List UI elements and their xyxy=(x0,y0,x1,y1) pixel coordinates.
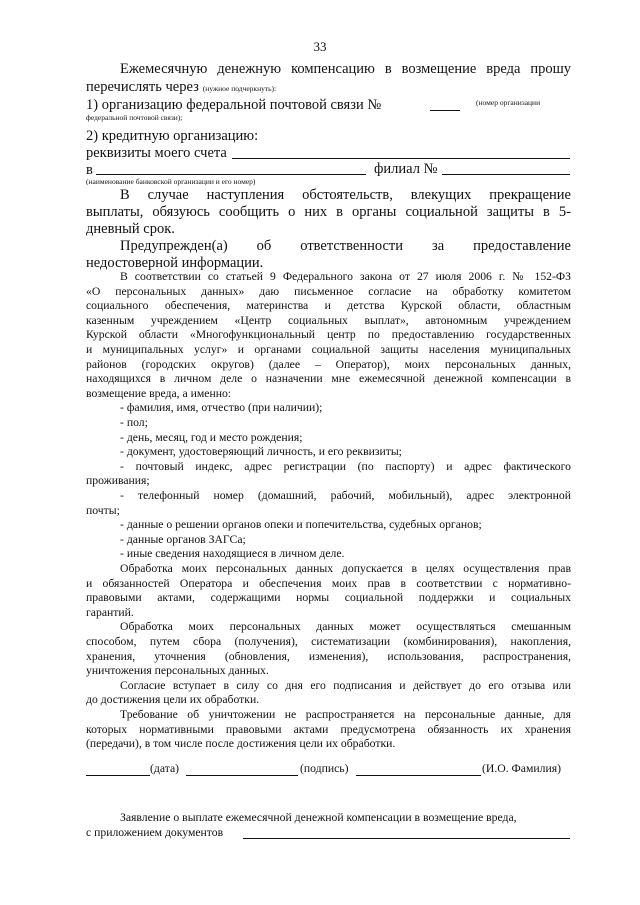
postal-note-a: (номер организации xyxy=(476,98,541,107)
underline-note: (нужное подчеркнуть): xyxy=(202,84,277,93)
methods-line: способом, путем сбора (получения), систематизации (комбинирования), накопления, xyxy=(86,635,571,648)
data-item: - данные о решении органов опеки и попечительства, судебных органов; xyxy=(120,518,482,532)
bank-prefix: в xyxy=(86,162,93,178)
purpose-line: правовыми актами, содержащими нормы социальной поддержки и социальных xyxy=(86,591,571,605)
data-item: - день, месяц, год и место рождения; xyxy=(120,430,303,444)
consent-line: казенным учреждением «Центр социальных выплат», автономным учреждением xyxy=(86,313,571,327)
consent-line: возмещение вреда, а именно: xyxy=(86,386,232,400)
consent-line: социального обеспечения, материнства и детства Курской области, областным xyxy=(86,299,571,313)
payment-request-text: перечислять через xyxy=(86,79,199,95)
attached-documents-field[interactable] xyxy=(243,838,570,839)
methods-line: Обработка моих персональных данных может осуществляться смешанным xyxy=(120,620,571,634)
payment-request-line-1: Ежемесячную денежную компенсацию в возмещение вреда прошу xyxy=(120,61,571,77)
branch-label: филиал № xyxy=(374,161,438,177)
bank-name-field[interactable] xyxy=(96,174,366,175)
option-postal: 1) организацию федеральной почтовой связи № xyxy=(86,97,382,113)
consent-line: Курской области «Многофункциональный центр по предоставлению государственных xyxy=(86,328,571,342)
purpose-line: и обязанностей Оператора и обеспечения моих прав в соответствии с нормативно- xyxy=(86,576,571,590)
consent-line: В соответствии со статьей 9 Федерального закона от 27 июля 2006 г. № 152-ФЗ xyxy=(120,270,571,283)
date-label: (дата) xyxy=(150,762,180,775)
footer-line-2: с приложением документов xyxy=(86,825,224,839)
page-number: 33 xyxy=(313,39,327,54)
consent-line: находящихся в личном деле о назначении мне ежемесячной денежной компенсации в xyxy=(86,372,571,386)
validity-line: Согласие вступает в силу со дня его подписания и действует до его отзыва или xyxy=(120,678,571,692)
obligation-line-1: В случае наступления обстоятельств, влекущих прекращение xyxy=(120,187,571,203)
methods-line: хранения, уточнения (обновления, изменения), использования, распространения, xyxy=(86,649,571,663)
data-item: - фамилия, имя, отчество (при наличии); xyxy=(120,401,323,415)
data-item: - документ, удостоверяющий личность, и его реквизиты; xyxy=(120,445,402,459)
account-field[interactable] xyxy=(232,158,570,159)
postal-number-field[interactable] xyxy=(430,110,460,111)
signature-label: (подпись) xyxy=(300,762,349,775)
purpose-line: гарантий. xyxy=(86,605,134,619)
full-name-label: (И.О. Фамилия) xyxy=(482,762,561,775)
data-item-continuation: проживания; xyxy=(86,474,150,488)
payment-request-line-2 xyxy=(86,78,276,96)
data-item: - пол; xyxy=(120,416,148,429)
data-item: - телефонный номер (домашний, рабочий, мобильный), адрес электронной xyxy=(120,489,571,502)
data-item: - иные сведения находящиеся в личном деле. xyxy=(120,547,345,561)
warning-line-1: Предупрежден(а) об ответственности за предоставление xyxy=(120,238,571,254)
warning-line-2: недостоверной информации. xyxy=(86,255,264,271)
branch-number-field[interactable] xyxy=(442,174,570,175)
validity-line: до достижения цели их обработки. xyxy=(86,693,260,707)
account-label: реквизиты моего счета xyxy=(86,145,227,161)
destruction-line: Требование об уничтожении не распространяется на персональные данные, для xyxy=(120,708,571,721)
footer-line-1: Заявление о выплате ежемесячной денежной компенсации в возмещение вреда, xyxy=(120,811,517,824)
consent-line: и муниципальных услуг» и органами социальной защиты населения муниципальных xyxy=(86,343,571,356)
postal-note-b: федеральной почтовой связи); xyxy=(86,113,183,122)
destruction-line: которых нормативными правовыми актами предусмотрена обязанность их хранения xyxy=(86,722,571,736)
consent-line: районов (городских округов) (далее – Оператор), моих персональных данных, xyxy=(86,357,571,371)
obligation-line-3: дневный срок. xyxy=(86,221,175,237)
full-name-field[interactable] xyxy=(356,775,481,776)
data-item: - почтовый индекс, адрес регистрации (по паспорту) и адрес фактического xyxy=(120,459,571,473)
obligation-line-2: выплаты, обязуюсь сообщить о них в органы социальной защиты в 5- xyxy=(86,204,571,220)
destruction-line: (передачи), в том числе после достижения цели их обработки. xyxy=(86,737,396,751)
data-item-continuation: почты; xyxy=(86,503,120,517)
data-item: - данные органов ЗАГСа; xyxy=(120,532,246,546)
bank-note: (наименование банковской организации и его номер) xyxy=(86,177,256,186)
purpose-line: Обработка моих персональных данных допускается в целях осуществления прав xyxy=(120,562,571,575)
signature-field[interactable] xyxy=(186,775,298,776)
option-credit: 2) кредитную организацию: xyxy=(86,128,259,144)
date-field[interactable] xyxy=(86,775,150,776)
methods-line: уничтожения персональных данных. xyxy=(86,664,269,678)
consent-line: «О персональных данных» даю письменное согласие на обработку комитетом xyxy=(86,284,571,298)
